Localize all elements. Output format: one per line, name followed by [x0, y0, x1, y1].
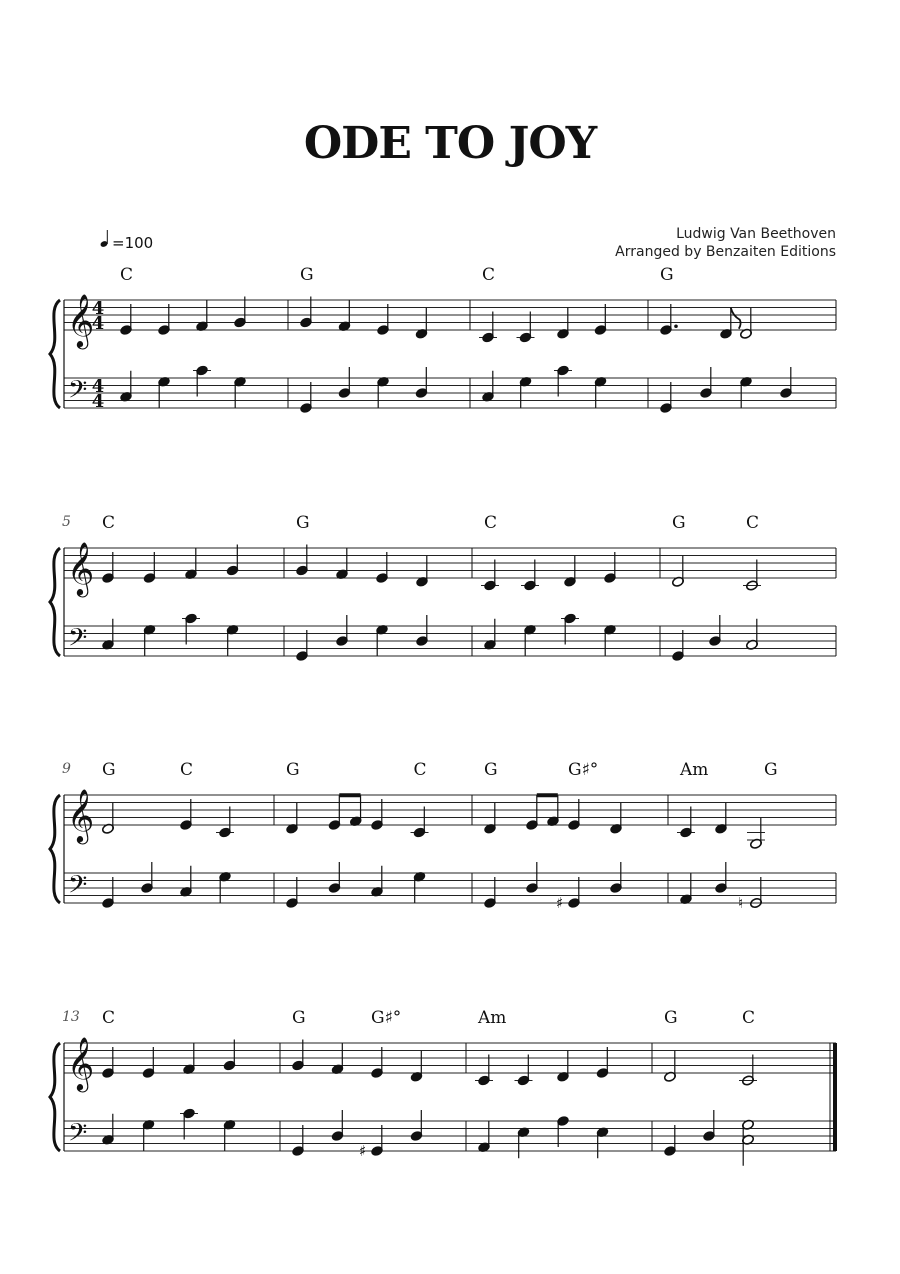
note: [183, 1043, 196, 1075]
note: [547, 795, 560, 827]
brace: [50, 795, 60, 903]
note: [226, 545, 239, 577]
chord-symbol: G: [664, 1008, 678, 1028]
note: [376, 552, 389, 584]
note: [672, 630, 685, 662]
note: [484, 877, 497, 909]
chord-symbol: Am: [478, 1008, 507, 1028]
note: [610, 803, 623, 835]
note: [413, 871, 426, 903]
chord-symbol: G: [296, 513, 310, 533]
note: [604, 624, 617, 656]
dot: [674, 324, 678, 328]
note: [143, 552, 156, 584]
chord-symbol: G♯°: [371, 1008, 402, 1028]
note: [371, 1047, 384, 1079]
staff-system: [50, 513, 836, 662]
measure-number: 9: [62, 761, 71, 777]
bass-clef-icon: 𝄢: [68, 1118, 88, 1154]
note: [331, 1110, 344, 1142]
note: [120, 304, 133, 336]
note: [292, 1125, 305, 1157]
note: [524, 624, 537, 656]
flag: [731, 308, 741, 329]
note: [610, 862, 623, 894]
time-signature-bottom: 4: [91, 313, 105, 334]
chord-symbol: C: [484, 513, 498, 533]
treble-clef-icon: 𝄞: [67, 788, 95, 842]
bass-clef-icon: 𝄢: [68, 623, 88, 659]
note: [780, 367, 793, 399]
note: [349, 795, 362, 827]
note: [359, 1125, 383, 1160]
brace: [50, 300, 60, 408]
bass-clef-icon: 𝄢: [68, 870, 88, 906]
note: [738, 877, 762, 912]
chord-symbol: C: [180, 760, 194, 780]
note: [286, 803, 299, 835]
chord-symbol: G: [102, 760, 116, 780]
note: [747, 818, 765, 850]
note: [568, 799, 581, 831]
bass-clef-icon: 𝄢: [68, 375, 88, 411]
chord-symbol: C: [746, 513, 760, 533]
chord-symbol: C: [413, 760, 427, 780]
note: [746, 619, 759, 651]
note: [739, 1055, 757, 1087]
note: [158, 376, 171, 408]
note: [300, 297, 313, 329]
note: [143, 624, 156, 656]
note: [296, 545, 309, 577]
time-signature-top: 4: [91, 298, 105, 319]
note: [526, 862, 539, 894]
note: [377, 376, 390, 408]
composer-credit: Ludwig Van Beethoven: [676, 226, 836, 242]
note: [594, 376, 607, 408]
measure-number: 13: [62, 1009, 80, 1025]
note: [561, 613, 579, 645]
note: [328, 862, 341, 894]
note: [526, 799, 539, 831]
note: [120, 371, 133, 403]
chord-symbol: G: [292, 1008, 306, 1028]
note: [411, 807, 429, 839]
tempo-marking: =100: [112, 234, 154, 252]
note: [664, 1125, 677, 1157]
note: [102, 619, 115, 651]
note: [415, 308, 428, 340]
note: [416, 556, 429, 588]
note: [226, 624, 239, 656]
sharp-icon: ♯: [359, 1142, 367, 1160]
time-signature-bottom: 4: [91, 391, 105, 412]
note: [594, 304, 607, 336]
note: [484, 803, 497, 835]
note: [557, 1051, 570, 1083]
note: [517, 312, 535, 344]
brace: [50, 548, 60, 656]
note: [338, 300, 351, 332]
note: [604, 552, 617, 584]
note: [102, 1047, 115, 1079]
note: [102, 552, 115, 584]
note: [484, 619, 497, 651]
final-barline: [833, 1043, 837, 1151]
note: [377, 304, 390, 336]
note: [102, 803, 115, 835]
note: [410, 1051, 423, 1083]
note: [185, 548, 198, 580]
note: [554, 365, 572, 397]
note: [742, 1119, 755, 1166]
chord-symbol: C: [102, 1008, 116, 1028]
note: [102, 877, 115, 909]
note: [479, 312, 497, 344]
chord-symbol: G: [300, 265, 314, 285]
note: [672, 556, 685, 588]
note: [296, 630, 309, 662]
note: [142, 1047, 155, 1079]
note: [180, 866, 193, 898]
note: [223, 1119, 236, 1151]
note: [182, 613, 200, 645]
note: [300, 382, 313, 414]
note: [715, 803, 728, 835]
note: [475, 1055, 493, 1087]
chord-symbol: G: [764, 760, 778, 780]
note: [596, 1047, 609, 1079]
note: [664, 1051, 677, 1083]
note: [180, 1108, 198, 1140]
chord-symbol: G: [660, 265, 674, 285]
chord-symbol: G: [286, 760, 300, 780]
chord-symbol: C: [742, 1008, 756, 1028]
note: [557, 1115, 570, 1147]
chord-symbol: G: [672, 513, 686, 533]
chord-symbol: C: [482, 265, 496, 285]
note: [415, 367, 428, 399]
chord-symbol: G: [484, 760, 498, 780]
sharp-icon: ♯: [556, 894, 564, 912]
note: [482, 371, 495, 403]
note: [720, 308, 741, 340]
note: [219, 871, 232, 903]
note: [331, 1043, 344, 1075]
note: [743, 560, 761, 592]
note: [521, 560, 539, 592]
chord-symbol: C: [102, 513, 116, 533]
note: [180, 799, 193, 831]
note: [680, 873, 693, 905]
note: [660, 382, 673, 414]
note: [703, 1110, 716, 1142]
note: [481, 560, 499, 592]
chord-symbol: G♯°: [568, 760, 599, 780]
note: [519, 376, 532, 408]
note: [286, 877, 299, 909]
treble-clef-icon: 𝄞: [67, 541, 95, 595]
time-signature-top: 4: [91, 376, 105, 397]
note: [478, 1121, 491, 1153]
page-title: ODE TO JOY: [303, 118, 597, 169]
note: [564, 556, 577, 588]
brace: [50, 1043, 60, 1151]
note: [715, 862, 728, 894]
staff-system: [50, 1008, 837, 1166]
note: [158, 304, 171, 336]
note: [223, 1040, 236, 1072]
treble-clef-icon: 𝄞: [67, 293, 95, 347]
note: [371, 799, 384, 831]
note: [292, 1040, 305, 1072]
note: [193, 365, 211, 397]
note: [677, 807, 695, 839]
treble-clef-icon: 𝄞: [67, 1036, 95, 1090]
note: [556, 877, 580, 912]
note: [517, 1127, 530, 1159]
staff-system: [50, 760, 836, 912]
note: [376, 624, 389, 656]
note: [700, 367, 713, 399]
note: [371, 866, 384, 898]
note: [336, 548, 349, 580]
staff-system: [50, 230, 836, 414]
note: [141, 862, 154, 894]
note: [234, 297, 247, 329]
note: [740, 376, 753, 408]
note: [416, 615, 429, 647]
chord-symbol: Am: [680, 760, 709, 780]
note: [410, 1110, 423, 1142]
measure-number: 5: [62, 514, 71, 530]
note: [709, 615, 722, 647]
note: [234, 376, 247, 408]
note: [216, 807, 234, 839]
natural-icon: ♮: [738, 894, 744, 912]
note: [338, 367, 351, 399]
chord-symbol: C: [120, 265, 134, 285]
note: [142, 1119, 155, 1151]
note: [557, 308, 570, 340]
note: [328, 799, 341, 831]
note: [660, 304, 678, 336]
note: [596, 1127, 609, 1159]
note: [515, 1055, 533, 1087]
note: [196, 300, 209, 332]
note: [102, 1114, 115, 1146]
note: [336, 615, 349, 647]
arranger-credit: Arranged by Benzaiten Editions: [615, 244, 836, 260]
